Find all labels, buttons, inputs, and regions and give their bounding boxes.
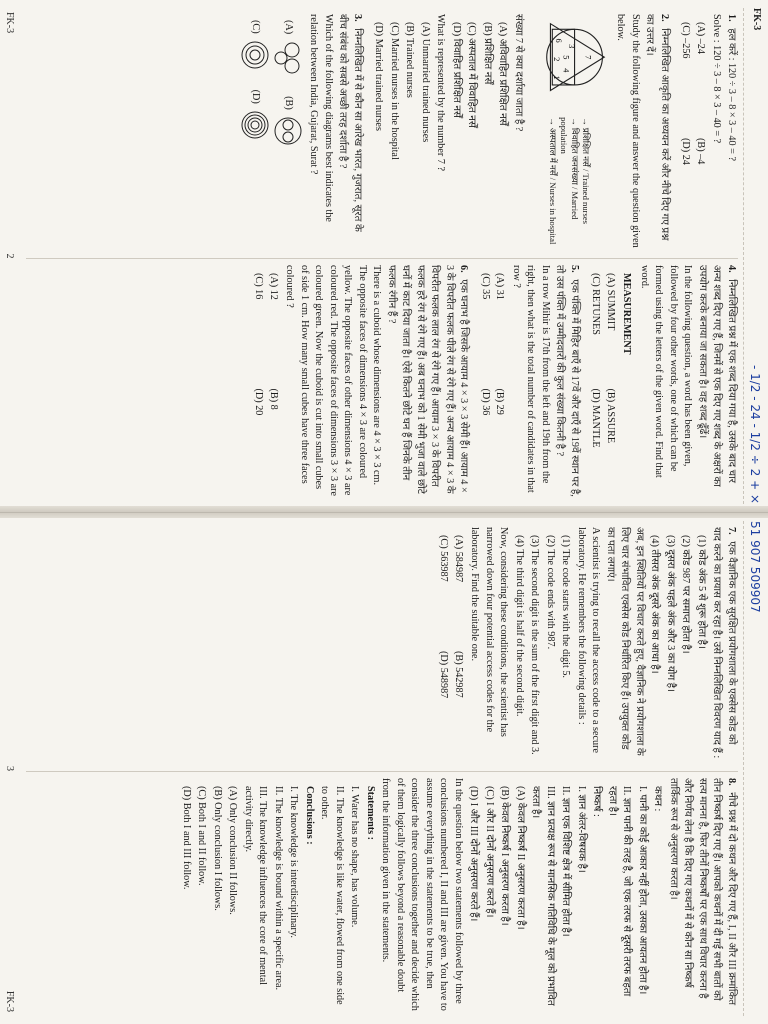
region-label: 2: [552, 57, 562, 62]
option-c[interactable]: (C) –256: [680, 22, 692, 59]
page-number: 2: [4, 253, 15, 259]
statement-hindi: I. पानी का कोई आकार नहीं होता, उसका आयतन होता है।: [637, 786, 648, 995]
question-3: [240, 14, 364, 248]
option-a[interactable]: (A) Unmarried trained nurses: [420, 22, 431, 143]
option-label: (A): [283, 20, 295, 35]
option-b[interactable]: [274, 96, 302, 148]
option-b[interactable]: (B) 29: [494, 388, 506, 415]
page-code: FK-3: [751, 8, 762, 31]
question-text-hindi: निम्नलिखित में से कौन सा आरेख भारत, गुजरात, सूरत के बीच संबंध को सबसे अच्छी तरह दर्शाता है ?: [337, 14, 363, 232]
condition-hindi: (3) दूसरा अंक पहले अंक और 3 का योग है।: [665, 535, 676, 692]
region-label: 3: [567, 44, 576, 49]
diagram-options: [240, 20, 270, 248]
question-text-hindi: संख्या 7 से क्या दर्शाया जाता है ?: [513, 14, 524, 132]
question-number: 1.: [726, 14, 737, 22]
option-d[interactable]: [240, 90, 270, 142]
option-a-hindi[interactable]: (A) केवल निष्कर्ष II अनुसरण करता है।: [515, 786, 526, 930]
option-label: (D): [250, 89, 262, 104]
question-number: 4.: [726, 265, 737, 273]
option-a[interactable]: (A) 584987: [453, 535, 464, 583]
region-label: 4: [561, 68, 571, 73]
conclusion-hindi: I. ज्ञान अंतर-विषयक है।: [576, 786, 587, 873]
page-3-footer: [4, 513, 15, 1024]
question-number: 2.: [659, 14, 670, 22]
page-3: [0, 512, 768, 1024]
question-number: 5.: [569, 265, 580, 273]
question-number: 8.: [726, 778, 737, 786]
option-label: (B): [283, 96, 295, 110]
option-a[interactable]: (A) SUMMIT: [605, 273, 616, 331]
option-b[interactable]: (B) ASSURE: [605, 388, 616, 444]
statements-heading-hindi: कथन :: [652, 786, 664, 812]
question-4: [588, 265, 738, 498]
concentric-circles-diagram: [240, 38, 270, 72]
condition-hindi: (4) तीसरा अंक दूसरे अंक का आधा है।: [649, 535, 661, 674]
option-a-hindi[interactable]: (A) अविवाहित प्रशिक्षित नर्सें: [497, 22, 509, 126]
page-code: FK-3: [4, 12, 15, 34]
question-text: What is represented by the number 7 ?: [435, 14, 447, 172]
page-2-column-left: [26, 8, 738, 254]
option-b-hindi[interactable]: (B) केवल निष्कर्ष I अनुसरण करता है।: [499, 786, 511, 926]
condition: (3) The second digit is the sum of the first digit and 3.: [529, 535, 541, 755]
option-d[interactable]: (D) MANTLE: [590, 388, 602, 448]
venn-diagram: [529, 20, 609, 109]
option-c[interactable]: (C) Married nurses in the hospital: [389, 22, 400, 160]
question-number: 7.: [726, 527, 737, 535]
page-3-header: [743, 521, 762, 1016]
venn-figure: [529, 20, 609, 248]
condition: (2) The code ends with 987.: [545, 535, 556, 650]
question-text: Which of the following diagrams best indicates the relation between India, Gujarat, Surat ?: [308, 14, 334, 222]
legend-circle: → विवाहित जनसंख्या / Married population: [559, 117, 580, 220]
option-c[interactable]: (C) Both I and II follow.: [196, 786, 208, 886]
option-c[interactable]: (C) 563987: [438, 535, 450, 582]
question-text: There is a cuboid whose dimensions are 4 × 3 × 3 cm. The opposite faces of dimensions 4 × 3 are coloured yellow. The opposite faces of other dimensions 4 × 3 are coloured red. The opposite faces of dimensions 3 × 3 are coloured green. Now the cuboid is cut into small cubes of side 1 cm. How many small cubes have three faces coloured ?: [284, 265, 383, 497]
question-text-hindi: एक पंक्ति में मिहिर बाएँ से 17वें और दाएँ से 19वें स्थान पर है, तो उस पंक्ति में उम्मीदवारों की कुल संख्या कितनी है ?: [554, 265, 580, 497]
option-c-hindi[interactable]: (C) I और II दोनों अनुसरण करते हैं।: [484, 786, 495, 918]
option-d[interactable]: (D) 20: [253, 388, 265, 416]
question-5: [478, 265, 582, 498]
conclusion: III. The knowledge influences the core of mental activity directly.: [243, 786, 269, 985]
handwritten-note: 51 907 509907: [748, 521, 762, 613]
option-c[interactable]: (C) 35: [480, 273, 491, 300]
statement: II. The knowledge is like water, flowed from one side to other.: [319, 786, 345, 1005]
conclusions-heading-hindi: निष्कर्ष :: [591, 786, 603, 817]
option-a[interactable]: [274, 20, 302, 78]
question-6: [251, 265, 471, 498]
region-label: 6: [554, 38, 564, 43]
condition: (4) The third digit is half of the second digit.: [514, 535, 525, 717]
region-label: 5: [561, 55, 571, 60]
question-number: 6.: [458, 265, 470, 273]
question-text: In a row Mihir is 17th from the left and 19th from the right, then what is the total number of candidates in that row ?: [511, 265, 551, 493]
region-label: 1: [552, 75, 562, 80]
option-b[interactable]: (B) Trained nurses: [404, 22, 416, 98]
option-b-hindi[interactable]: (B) प्रशिक्षित नर्सें: [482, 22, 493, 85]
question-text: A scientist is trying to recall the access code to a secure laboratory. He remembers the following details :: [576, 527, 602, 754]
question-text: Study the following figure and answer the question given below.: [615, 14, 641, 248]
statement-hindi: II. ज्ञान पानी की तरह है, जो एक तरफ से दूसरी तरफ बहता रहता है।: [607, 786, 633, 997]
question-text: In the question below two statements followed by three conclusions numbered I, II and III are given. You have to assume everything in the statements to be true, then consider the three conclusions together and decide which of them logically follows beyond a reasonable doubt from the information given in the statements.: [380, 778, 464, 1011]
conclusion-hindi: III. ज्ञान प्रत्यक्ष रूप से मानसिक गतिविधि के मूल को प्रभावित करता है।: [530, 786, 556, 1006]
option-c[interactable]: [240, 20, 270, 72]
conclusion-hindi: II. ज्ञान एक विशिष्ट क्षेत्र में सीमित होता है।: [560, 786, 572, 937]
handwritten-note: - 1/2 - 24 - 1/2 ÷ 2 + ×: [748, 364, 762, 504]
question-text-hindi: निम्नलिखित प्रश्न में एक शब्द दिया गया है, उसके बाद चार अन्य शब्द दिए गए हैं, जिनमें से एक दिए गए शब्द के अक्षरों का उपयोग करके बनाया जा सकता है। वह शब्द ढूँढें।: [697, 265, 737, 487]
question-text: In the following question, a word has been given, followed by four other words, one of which can be formed using the letters of the given word. Find that word.: [639, 265, 694, 478]
option-c[interactable]: (C) RETUNES: [590, 273, 602, 335]
page-code: FK-3: [4, 990, 15, 1012]
legend-square: → प्रशिक्षित नर्सें / Trained nurses: [581, 117, 591, 225]
option-b[interactable]: (B) 542987: [453, 651, 464, 698]
legend-triangle: → अस्पताल में नर्सें / Nurses in hospital: [548, 117, 558, 245]
condition-hindi: (2) कोड 987 पर समाप्त होता है।: [680, 535, 692, 654]
option-c[interactable]: (C) 16: [253, 273, 265, 300]
option-a[interactable]: (A) 12: [268, 273, 279, 300]
question-text-hindi: एक घनाभ है जिसके आयाम 4 × 3 × 3 सेमी हैं। आयाम 4 × 3 के विपरीत फलक पीले रंग से रंगे गए हैं। अन्य आयाम 4 × 3 के विपरीत फलक लाल रंग से रंगे गए हैं। आयाम 3 × 3 के विपरीत फलक हरे रंग से रंगे गए हैं। अब घनाभ को 1 सेमी भुजा वाले छोटे घनों में काट दिया जाता है। ऐसे कितने छोटे घन हैं जिनके तीन फलक रंगीन हैं ?: [386, 265, 470, 494]
page-number: 3: [4, 766, 15, 771]
nested-circles-diagram: [240, 108, 270, 142]
circles-inside-circle-diagram: [274, 114, 302, 148]
diagram-options: [274, 20, 302, 248]
condition: (1) The code starts with the digit 5.: [560, 535, 572, 678]
page-2-column-right: [26, 258, 738, 504]
conclusions-heading: Conclusions :: [304, 786, 315, 845]
page-3-column-left: [26, 521, 738, 767]
option-b[interactable]: (B) Only conclusion I follows.: [212, 786, 223, 911]
question-text: Now, considering these conditions, the scientist has narrowed down four potential access codes for the laboratory. Find the suitable one.: [469, 527, 510, 737]
question-text-hindi: अब, इन स्थितियों पर विचार करते हुए, वैज्ञानिक ने प्रयोगशाला के लिए चार संभावित एक्सेस कोड निर्धारित किए हैं। उपयुक्त कोड का पता लगाएं।: [605, 527, 645, 756]
question-2: [371, 14, 671, 248]
page-2-footer: [4, 0, 15, 512]
option-d[interactable]: (D) Both I and III follow.: [181, 786, 192, 890]
option-a[interactable]: (A) Only conclusion II follows.: [227, 786, 239, 915]
conclusion: II. The knowledge is bound within a specific area.: [273, 786, 284, 991]
given-word: MEASUREMENT: [621, 273, 633, 355]
option-d[interactable]: (D) 24: [680, 138, 692, 165]
conclusion: I. The knowledge is interdisciplinary.: [288, 786, 300, 938]
question-text: Solve : 120 ÷ 3 – 8 × 3 – 40 = ?: [711, 14, 723, 144]
question-text-hindi: हल करें : 120 ÷ 3 – 8 × 3 – 40 = ?: [726, 28, 737, 161]
option-label: (C): [250, 20, 262, 34]
option-a[interactable]: (A) –24: [695, 22, 706, 54]
option-a[interactable]: (A) 31: [494, 273, 506, 300]
question-text-hindi: निम्नलिखित आकृति का अध्ययन करें और नीचे दिए गए प्रश्न का उत्तर दें।: [644, 14, 670, 241]
option-d[interactable]: (D) Married trained nurses: [373, 22, 385, 131]
region-label: 7: [583, 55, 593, 60]
statements-heading: Statements :: [365, 786, 376, 841]
option-c-hindi[interactable]: (C) अस्पताल में विवाहित नर्सें: [466, 22, 478, 128]
question-7: [436, 527, 738, 761]
question-number: 3.: [352, 14, 363, 22]
option-d[interactable]: (D) 548987: [438, 651, 450, 699]
three-circles-diagram: [274, 38, 302, 78]
question-text-hindi: एक वैज्ञानिक एक सुरक्षित प्रयोगशाला के एक्सेस कोड को याद करने का प्रयास कर रहा है। उसे निम्नलिखित विवरण याद हैं :: [711, 527, 737, 759]
page-2-header: [743, 8, 762, 504]
page-3-column-right: [26, 771, 738, 1017]
statement: I. Water has no shape, has volume.: [349, 786, 361, 928]
option-b[interactable]: (B) –4: [695, 138, 706, 165]
question-8: [179, 778, 739, 1011]
option-d-hindi[interactable]: (D) विवाहित प्रशिक्षित नर्सें: [451, 22, 462, 118]
option-d-hindi[interactable]: (D) I और III दोनों अनुसरण करते हैं।: [468, 786, 480, 922]
option-b[interactable]: (B) 8: [268, 388, 279, 410]
condition-hindi: (1) कोड अंक 5 से शुरू होता है।: [696, 535, 707, 649]
option-d[interactable]: (D) 36: [480, 388, 491, 416]
question-1: [678, 14, 738, 248]
question-text-hindi: नीचे प्रश्न में दो कथन और दिए गए हैं, I, II और III क्रमांकित तीन निष्कर्ष दिए गए हैं। आपको कथनों में दी गई सभी बातों को सत्य मानना है, फिर तीनों निष्कर्षों पर एक साथ विचार करना है और निर्णय लेना है कि दिए गए कथनों में से कौन सा निष्कर्ष तार्किक रूप से अनुसरण करता है।: [668, 778, 737, 1006]
